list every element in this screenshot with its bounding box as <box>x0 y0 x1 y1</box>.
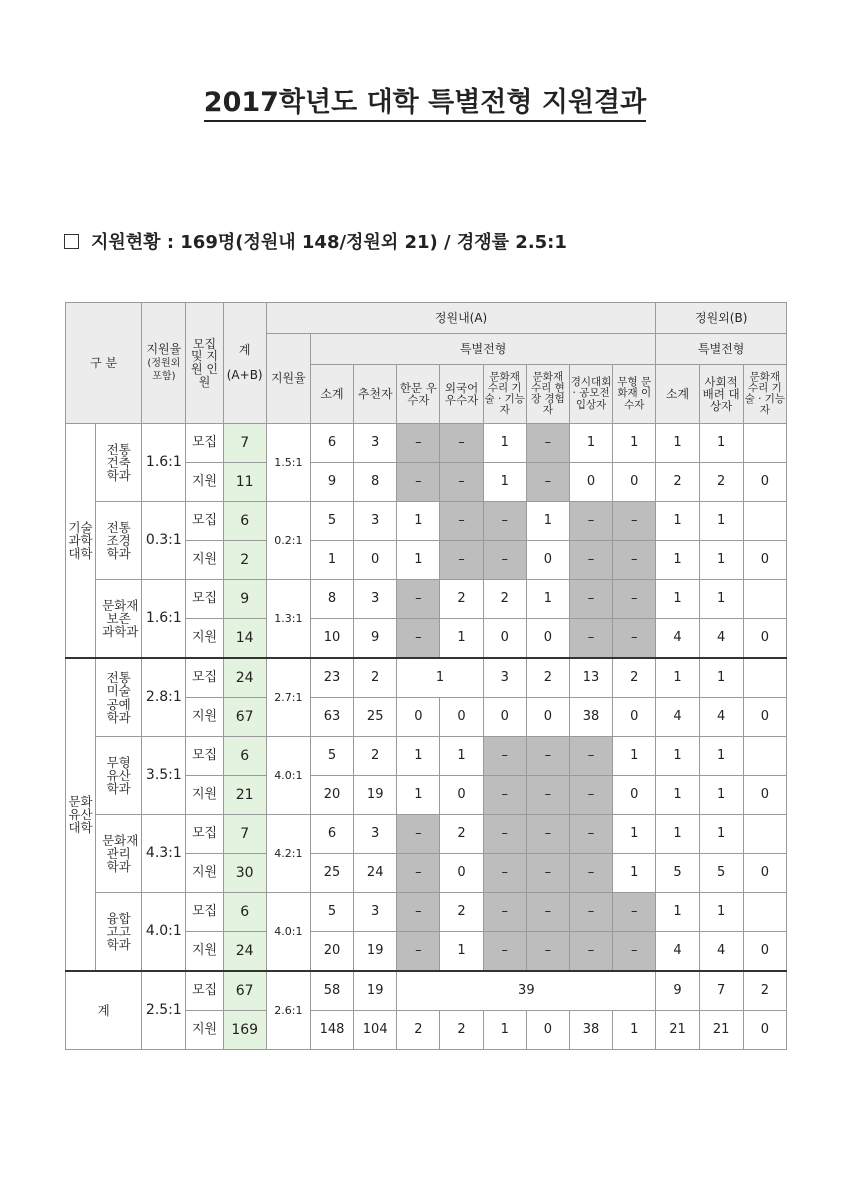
cell-value: 1 <box>483 424 526 463</box>
header-rate-sub: (정원외 포함) <box>147 357 181 383</box>
cell-value: 0 <box>440 854 483 893</box>
row-type: 지원 <box>186 1011 223 1050</box>
row-total: 24 <box>223 658 266 698</box>
table-row <box>66 737 787 776</box>
table-row <box>66 893 787 932</box>
cell-value: 0 <box>613 776 656 815</box>
department-name: 전통 미술 공예 학과 <box>96 658 142 737</box>
cell-value: 104 <box>354 1011 397 1050</box>
cell-value-out: 2 <box>699 463 743 502</box>
department-rate: 3.5:1 <box>142 737 186 815</box>
cell-value-out: 1 <box>699 893 743 932</box>
cell-value: 1 <box>526 580 569 619</box>
table-row-total <box>66 971 787 1011</box>
row-type: 지원 <box>186 698 223 737</box>
cell-value-out: 1 <box>656 502 699 541</box>
cell-value-out: 2 <box>656 463 699 502</box>
cell-value: – <box>613 932 656 972</box>
cell-value-out: 7 <box>699 971 743 1011</box>
row-total: 9 <box>223 580 266 619</box>
cell-value: 0 <box>569 463 612 502</box>
cell-value: 2 <box>483 580 526 619</box>
cell-value: – <box>569 580 612 619</box>
cell-value: – <box>483 932 526 972</box>
cell-value: 6 <box>310 815 353 854</box>
cell-value-out: 4 <box>656 932 699 972</box>
header-gubun: 구 분 <box>66 303 142 424</box>
cell-value: 1 <box>310 541 353 580</box>
cell-value: – <box>440 541 483 580</box>
cell-value: 24 <box>354 854 397 893</box>
cell-value: 3 <box>354 424 397 463</box>
cell-value: 5 <box>310 502 353 541</box>
department-rate: 1.6:1 <box>142 580 186 659</box>
cell-value-out: 1 <box>699 541 743 580</box>
row-type: 모집 <box>186 737 223 776</box>
cell-value: 2 <box>440 580 483 619</box>
cell-value: – <box>613 541 656 580</box>
row-type: 지원 <box>186 541 223 580</box>
cell-value: 19 <box>354 971 397 1011</box>
cell-value: 20 <box>310 776 353 815</box>
cell-value: 1 <box>613 854 656 893</box>
cell-value: 0 <box>440 776 483 815</box>
cell-value: 23 <box>310 658 353 698</box>
cell-value: 25 <box>310 854 353 893</box>
header-col-foreign: 외국어 우수자 <box>440 365 483 424</box>
cell-value: 0 <box>526 698 569 737</box>
cell-value-out <box>743 893 786 932</box>
row-type: 지원 <box>186 776 223 815</box>
header-special-in: 특별전형 <box>310 334 655 365</box>
cell-value: 1 <box>397 737 440 776</box>
cell-value: 2 <box>354 658 397 698</box>
cell-value: 1 <box>613 424 656 463</box>
inside-rate: 1.3:1 <box>266 580 310 659</box>
row-total: 6 <box>223 502 266 541</box>
cell-value-out <box>743 424 786 463</box>
header-col-hanmun: 한문 우수자 <box>397 365 440 424</box>
cell-value-out: 0 <box>743 1011 786 1050</box>
cell-value: 1 <box>397 776 440 815</box>
cell-value: 1 <box>483 1011 526 1050</box>
header-col-field: 문화재 수리 현장 경험자 <box>526 365 569 424</box>
cell-value-out: 0 <box>743 854 786 893</box>
cell-value: – <box>526 737 569 776</box>
summary-text: 지원현황 : 169명(정원내 148/정원외 21) / 경쟁률 2.5:1 <box>91 232 567 253</box>
cell-value: 13 <box>569 658 612 698</box>
cell-value-out: 0 <box>743 698 786 737</box>
cell-value-out <box>743 815 786 854</box>
cell-value-out: 1 <box>699 815 743 854</box>
cell-value-out: 0 <box>743 776 786 815</box>
cell-value: 1 <box>613 1011 656 1050</box>
table-row <box>66 580 787 619</box>
department-name: 무형 유산 학과 <box>96 737 142 815</box>
cell-value: 0 <box>613 463 656 502</box>
header-col-subtotal: 소계 <box>310 365 353 424</box>
cell-value-out: 1 <box>656 776 699 815</box>
cell-value: 0 <box>526 1011 569 1050</box>
cell-value: 0 <box>397 698 440 737</box>
cell-value: – <box>483 815 526 854</box>
checkbox-icon <box>64 234 79 249</box>
department-rate: 2.8:1 <box>142 658 186 737</box>
cell-value: 1 <box>483 463 526 502</box>
cell-value: – <box>483 893 526 932</box>
cell-value: – <box>526 893 569 932</box>
row-type: 모집 <box>186 971 223 1011</box>
grand-total-name: 계 <box>66 971 142 1050</box>
grand-total-rate: 2.5:1 <box>142 971 186 1050</box>
cell-value: 0 <box>526 619 569 659</box>
row-type: 모집 <box>186 580 223 619</box>
cell-value: – <box>569 541 612 580</box>
page-title <box>0 80 850 119</box>
header-total <box>223 303 266 424</box>
cell-value-out: 0 <box>743 541 786 580</box>
cell-value: – <box>483 502 526 541</box>
cell-value: 0 <box>526 541 569 580</box>
cell-value: – <box>397 815 440 854</box>
row-type: 지원 <box>186 463 223 502</box>
row-type: 모집 <box>186 815 223 854</box>
row-total: 14 <box>223 619 266 659</box>
inside-rate: 4.0:1 <box>266 737 310 815</box>
cell-value: 1 <box>569 424 612 463</box>
cell-value-out: 0 <box>743 463 786 502</box>
cell-value: 1 <box>397 502 440 541</box>
cell-value-out: 9 <box>656 971 699 1011</box>
cell-value-out: 1 <box>656 737 699 776</box>
inside-rate: 4.2:1 <box>266 815 310 893</box>
cell-value-out: 1 <box>699 737 743 776</box>
row-total: 30 <box>223 854 266 893</box>
cell-value: – <box>397 893 440 932</box>
table-row <box>66 502 787 541</box>
cell-value: 9 <box>310 463 353 502</box>
cell-value: 1 <box>397 541 440 580</box>
header-col-tech: 문화재 수리 기술 · 기능자 <box>483 365 526 424</box>
header-inside: 정원내(A) <box>266 303 656 334</box>
cell-value: 9 <box>354 619 397 659</box>
department-name: 문화재 보존 과학과 <box>96 580 142 659</box>
header-rate-main: 지원율 <box>146 342 182 357</box>
department-name: 문화재 관리 학과 <box>96 815 142 893</box>
cell-value: – <box>569 776 612 815</box>
cell-value: – <box>397 424 440 463</box>
cell-value-out: 1 <box>699 502 743 541</box>
row-type: 모집 <box>186 424 223 463</box>
cell-value-out: 4 <box>656 698 699 737</box>
cell-value: – <box>526 932 569 972</box>
row-type: 모집 <box>186 893 223 932</box>
cell-value: 38 <box>569 1011 612 1050</box>
cell-value: – <box>526 854 569 893</box>
row-total: 169 <box>223 1011 266 1050</box>
cell-value: – <box>613 502 656 541</box>
header-total-sub: (A+B) <box>226 368 263 383</box>
department-rate: 4.3:1 <box>142 815 186 893</box>
row-total: 67 <box>223 698 266 737</box>
row-total: 11 <box>223 463 266 502</box>
row-type: 모집 <box>186 658 223 698</box>
cell-value: 2 <box>440 815 483 854</box>
header-col-recommend: 추천자 <box>354 365 397 424</box>
cell-value: – <box>440 463 483 502</box>
cell-value: 38 <box>569 698 612 737</box>
cell-value-out: 2 <box>743 971 786 1011</box>
row-total: 2 <box>223 541 266 580</box>
cell-value-out: 0 <box>743 932 786 972</box>
cell-value-out: 1 <box>699 580 743 619</box>
inside-rate: 1.5:1 <box>266 424 310 502</box>
department-rate: 1.6:1 <box>142 424 186 502</box>
cell-value: 0 <box>440 698 483 737</box>
cell-value: 3 <box>354 502 397 541</box>
cell-value: 2 <box>440 893 483 932</box>
cell-value: – <box>613 580 656 619</box>
cell-value: 148 <box>310 1011 353 1050</box>
cell-value: 20 <box>310 932 353 972</box>
header-special-out: 특별전형 <box>656 334 787 365</box>
cell-value: – <box>569 893 612 932</box>
cell-value: 2 <box>397 1011 440 1050</box>
cell-value-out: 21 <box>656 1011 699 1050</box>
department-name: 전통 조경 학과 <box>96 502 142 580</box>
cell-value: 8 <box>310 580 353 619</box>
cell-value-out <box>743 658 786 698</box>
row-total: 7 <box>223 815 266 854</box>
title-text: 2017학년도 대학 특별전형 지원결과 <box>204 87 646 122</box>
cell-value-out: 1 <box>656 893 699 932</box>
cell-value: 63 <box>310 698 353 737</box>
cell-value-out: 0 <box>743 619 786 659</box>
cell-value: – <box>440 424 483 463</box>
cell-value-out: 4 <box>699 932 743 972</box>
header-col-social: 사회적 배려 대상자 <box>699 365 743 424</box>
header-in-rate: 지원율 <box>266 334 310 424</box>
cell-value-out <box>743 502 786 541</box>
inside-rate: 2.6:1 <box>266 971 310 1050</box>
cell-value: 3 <box>354 893 397 932</box>
cell-value: – <box>483 854 526 893</box>
table-row <box>66 424 787 463</box>
cell-value: 8 <box>354 463 397 502</box>
cell-value-out: 1 <box>656 541 699 580</box>
cell-value: 39 <box>397 971 656 1011</box>
cell-value-out: 4 <box>699 698 743 737</box>
cell-value: – <box>397 580 440 619</box>
header-col-out-tech: 문화재 수리 기술 · 기능자 <box>743 365 786 424</box>
college-name: 기술 과학 대학 <box>66 424 96 659</box>
cell-value: – <box>397 619 440 659</box>
cell-value-out: 1 <box>656 658 699 698</box>
cell-value: – <box>397 463 440 502</box>
inside-rate: 2.7:1 <box>266 658 310 737</box>
cell-value: – <box>569 737 612 776</box>
cell-value: 58 <box>310 971 353 1011</box>
cell-value: – <box>526 463 569 502</box>
inside-rate: 4.0:1 <box>266 893 310 972</box>
cell-value-out: 5 <box>656 854 699 893</box>
cell-value: – <box>569 619 612 659</box>
row-type: 지원 <box>186 932 223 972</box>
cell-value: – <box>569 502 612 541</box>
cell-value: 2 <box>526 658 569 698</box>
cell-value: 1 <box>613 815 656 854</box>
cell-value-out: 5 <box>699 854 743 893</box>
cell-value: 1 <box>526 502 569 541</box>
cell-value-out: 1 <box>656 815 699 854</box>
department-name: 융합 고고 학과 <box>96 893 142 972</box>
row-type: 지원 <box>186 619 223 659</box>
cell-value-out: 4 <box>656 619 699 659</box>
table-row <box>66 815 787 854</box>
header-col-contest: 경시대회 · 공모전입상자 <box>569 365 612 424</box>
cell-value: – <box>526 424 569 463</box>
header-col-out-subtotal: 소계 <box>656 365 699 424</box>
department-rate: 0.3:1 <box>142 502 186 580</box>
cell-value: – <box>613 619 656 659</box>
row-type: 모집 <box>186 502 223 541</box>
cell-value: 0 <box>354 541 397 580</box>
cell-value: 2 <box>613 658 656 698</box>
row-total: 7 <box>223 424 266 463</box>
cell-value: – <box>397 854 440 893</box>
table-row <box>66 658 787 698</box>
department-name: 전통 건축 학과 <box>96 424 142 502</box>
cell-value: 0 <box>483 619 526 659</box>
cell-value-out <box>743 737 786 776</box>
row-total: 67 <box>223 971 266 1011</box>
row-total: 24 <box>223 932 266 972</box>
cell-value-out: 1 <box>699 658 743 698</box>
cell-value: 1 <box>613 737 656 776</box>
cell-value: – <box>440 502 483 541</box>
cell-value-out: 21 <box>699 1011 743 1050</box>
cell-value: 2 <box>354 737 397 776</box>
summary-line <box>64 228 567 254</box>
cell-value: 1 <box>397 658 483 698</box>
cell-value: 19 <box>354 776 397 815</box>
row-total: 6 <box>223 737 266 776</box>
cell-value: – <box>483 737 526 776</box>
cell-value: – <box>569 854 612 893</box>
header-total-main: 계 <box>238 343 251 358</box>
cell-value: – <box>483 776 526 815</box>
cell-value: 19 <box>354 932 397 972</box>
cell-value: – <box>483 541 526 580</box>
cell-value: 1 <box>440 737 483 776</box>
cell-value: 5 <box>310 737 353 776</box>
row-total: 6 <box>223 893 266 932</box>
cell-value: – <box>613 893 656 932</box>
cell-value: 6 <box>310 424 353 463</box>
cell-value: 5 <box>310 893 353 932</box>
cell-value: 1 <box>440 619 483 659</box>
cell-value: – <box>526 815 569 854</box>
cell-value: 3 <box>354 580 397 619</box>
cell-value-out: 4 <box>699 619 743 659</box>
cell-value-out: 1 <box>699 776 743 815</box>
cell-value: 0 <box>483 698 526 737</box>
cell-value: 10 <box>310 619 353 659</box>
header-outside: 정원외(B) <box>656 303 787 334</box>
cell-value-out <box>743 580 786 619</box>
cell-value-out: 1 <box>699 424 743 463</box>
header-col-intangible: 무형 문화재 이수자 <box>613 365 656 424</box>
department-rate: 4.0:1 <box>142 893 186 972</box>
cell-value: 1 <box>440 932 483 972</box>
header-rate <box>142 303 186 424</box>
cell-value: 3 <box>354 815 397 854</box>
cell-value-out: 1 <box>656 424 699 463</box>
cell-value-out: 1 <box>656 580 699 619</box>
header-recruit: 모집 및 지원 인원 <box>186 303 223 424</box>
row-total: 21 <box>223 776 266 815</box>
cell-value: – <box>397 932 440 972</box>
cell-value: 3 <box>483 658 526 698</box>
cell-value: – <box>569 815 612 854</box>
inside-rate: 0.2:1 <box>266 502 310 580</box>
cell-value: 0 <box>613 698 656 737</box>
cell-value: – <box>569 932 612 972</box>
college-name: 문화 유산 대학 <box>66 658 96 971</box>
cell-value: 25 <box>354 698 397 737</box>
admission-result-table <box>65 302 787 1050</box>
cell-value: – <box>526 776 569 815</box>
cell-value: 2 <box>440 1011 483 1050</box>
row-type: 지원 <box>186 854 223 893</box>
